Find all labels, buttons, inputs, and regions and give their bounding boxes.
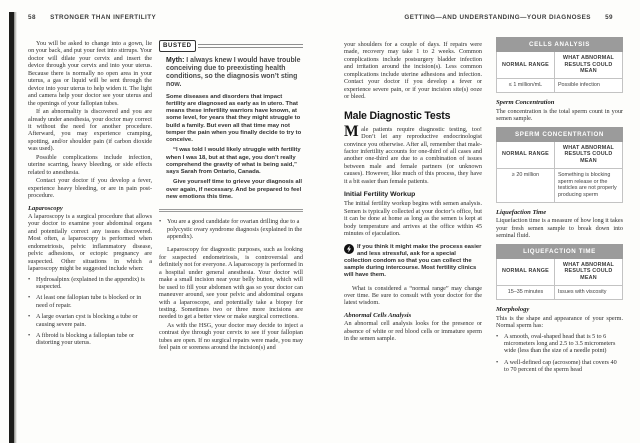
paragraph: your shoulders for a couple of days. If repairs were made, recovery may take 1 to 2 weeks. Common complications include postsurgery bladder infection and irritation around the incision(s). Less common complications include uterine adhesions and infection. Contact your doctor if you develop a fever or experience severe pain, or if your incision site(s) ooze or bleed. (344, 41, 482, 101)
table-cell: 15–35 minutes (497, 285, 555, 300)
busted-header (159, 40, 303, 52)
paragraph: The concentration is the total sperm count in your semen sample. (496, 107, 623, 123)
list-item-text: A large ovarian cyst is blocking a tube or causing severe pain. (36, 313, 138, 328)
table-cell: Something is blocking sperm release or the testicles are not properly producing sperm (554, 168, 622, 202)
bullet-marker: • (496, 332, 499, 340)
liquefaction-time-table (496, 244, 623, 300)
paragraph: Laparoscopy for diagnostic purposes, such as looking for suspected endometriosis, is controversial and definitely not for everyone. A laparoscopy is performed in a hospital under general anesthesia. Your doctor will make a small incision near your belly button, which will be used to fill your abdomen with gas so your doctor can maneuver around, see your pelvic and abdominal organs with a laparoscope, and potentially take a biopsy for testing. Sometimes two or three more incisions are needed to get a better view or make surgical corrections. (159, 246, 303, 321)
list-item (28, 313, 152, 328)
paragraph: The initial fertility workup begins with semen analysis. Semen is typically collected at your doctor’s office, but it can be done at home as long as the semen is kept at body temperature and arrives at the office within 45 minutes of ejaculation. (344, 200, 482, 238)
tip-callout (344, 244, 482, 280)
table-cell: Issues with viscosity (554, 285, 622, 300)
paragraph: You will be asked to change into a gown, lie on your back, and put your feet into stirrups. Your doctor will dilate your cervix and insert the device through your cervix and into your uterus. Because there is normally no open area in your uterus, a gas or liquid will be sent through the device into your uterus to help widen it. The light and camera help your doctor see your uterus and the openings of your fallopian tubes. (28, 40, 152, 107)
column-header: NORMAL RANGE (497, 258, 555, 285)
paragraph: Liquefaction time is a measure of how long it takes your fresh semen sample to break down into seminal fluid. (496, 217, 623, 240)
bullet-list (496, 333, 623, 374)
table-title: CELLS ANALYSIS (497, 38, 623, 52)
column-header: WHAT ABNORMAL RESULTS COULD MEAN (554, 258, 622, 285)
bullet-marker: • (28, 313, 31, 321)
paragraph: This is the shape and appearance of your sperm. Normal sperm has: (496, 314, 623, 330)
paragraph: What is considered a “normal range” may change over time. Be sure to consult with your doctor for the latest wisdom. (344, 284, 482, 307)
paragraph: Give yourself time to grieve your diagnosis all over again, if necessary. And be prepared to feel new emotions this time. (166, 179, 302, 200)
busted-body (159, 57, 303, 202)
list-item (496, 359, 623, 374)
bullet-marker: • (159, 218, 162, 226)
left-running-head (28, 14, 156, 21)
bullet-marker: • (28, 332, 31, 340)
paragraph: Some diseases and disorders that impact fertility are diagnosed as early as in utero. That means these infertility warriors have known, at some level, for years that they might struggle to build a family. But even all that time may not temper the pain when you finally decide to try to conceive. (166, 93, 302, 144)
table-row (497, 285, 623, 300)
dropcap-paragraph (344, 122, 482, 186)
right-page-number: 59 (605, 14, 613, 21)
list-item-text: A smooth, oval-shaped head that is 5 to 6 micrometers long and 2.5 to 3.5 micrometers wide (less than the size of a needle point) (504, 332, 616, 355)
table-cell: ≥ 20 million (497, 168, 555, 202)
list-item-text: Hydrosalpinx (explained in the appendix) is suspected. (36, 275, 145, 291)
right-page-column-2 (496, 37, 623, 378)
paragraph-text: ale patients require diagnostic testing, too! Don’t let any reproductive endocrinologist convince you otherwise. After all, remember that male-factor infertility accounts for one-third of all cases and another one-third are due to a combination of issues between male and female partners (or unknown causes). However, like much of this process, they have it a bit easier than female patients. (344, 125, 482, 185)
list-item-text: At least one fallopian tube is blocked or in need of repair. (36, 294, 142, 309)
paragraph: Possible complications include infection, uterine scarring, heavy bleeding, or side effects related to anesthesia. (28, 153, 152, 176)
subheading-liquefaction-time: Liquefaction Time (496, 208, 547, 216)
right-running-title: GETTING—AND UNDERSTANDING—YOUR DIAGNOSES (404, 14, 591, 21)
left-page-column-1 (28, 40, 152, 351)
list-item (28, 276, 152, 291)
table-row (497, 78, 623, 93)
sperm-concentration-table (496, 127, 623, 203)
paragraph: As with the HSG, your doctor may decide to inject a contrast dye through your cervix to see if your fallopian tubes are open. If no surgical repairs were made, you may feel pain or soreness around the incision(s) and (159, 321, 303, 352)
subheading-sperm-concentration: Sperm Concentration (496, 99, 555, 107)
cells-analysis-table (496, 37, 623, 93)
page-binding-shadow (9, 12, 14, 443)
table-title: LIQUEFACTION TIME (497, 244, 623, 258)
subheading-laparoscopy: Laparoscopy (28, 204, 63, 212)
list-item (159, 218, 303, 240)
busted-label: BUSTED (159, 40, 196, 52)
bullet-marker: • (496, 358, 499, 366)
myth-lead: Myth: (166, 56, 185, 64)
myth-text: I always knew I would have trouble conceiving due to preexisting health conditions, so the diagnosis won’t sting now. (166, 56, 301, 89)
bullet-list (28, 276, 152, 347)
list-item-text: A fibroid is blocking a fallopian tube or distorting your uterus. (36, 332, 135, 347)
section-heading-male-diagnostic-tests: Male Diagnostic Tests (344, 109, 451, 122)
list-item-text: You are a good candidate for ovarian drilling due to a polycystic ovary syndrome diagnosis (explained in the appendix). (167, 218, 303, 240)
paragraph: A laparoscopy is a surgical procedure that allows your doctor to examine your abdominal organs and potentially correct any issues discovered. Most often, a laparoscopy is performed when endometriosis, pelvic inflammatory disease, pelvic adhesions, or ectopic pregnancy are suspected. Other situations in which a laparoscopy might be suggested include when: (28, 213, 152, 273)
subheading-abnormal-cells-analysis: Abnormal Cells Analysis (344, 311, 412, 319)
list-item-text: A well-defined cap (acrosome) that covers 40 to 70 percent of the sperm head (504, 358, 617, 374)
list-item (496, 333, 623, 355)
double-rule (198, 44, 303, 49)
tip-text: If you think it might make the process easier and less stressful, ask for a special collection condom so that you can collect the sample during intercourse. Most fertility clinics will have them. (344, 243, 482, 279)
quote-paragraph: “I was told I would likely struggle with fertility when I was 18, but at that age, you don’t really comprehend the gravity of what is being said,” says Sarah from Ontario, Canada. (166, 147, 301, 176)
paragraph: Contact your doctor if you develop a fever, experience heavy bleeding, or are in pain post-procedure. (28, 177, 152, 200)
list-item (28, 332, 152, 347)
right-running-head (404, 14, 613, 21)
table-row (497, 168, 623, 202)
paragraph: If an abnormality is discovered and you are already under anesthesia, your doctor may correct it without the need for another procedure. Afterward, you may experience cramping, spotting, and/or shoulder pain (if carbon dioxide was used). (28, 108, 152, 153)
right-page-column-1 (344, 41, 482, 344)
table-cell: Possible infection (554, 78, 622, 93)
busted-myth-sidebar (159, 40, 303, 212)
drop-cap: M (344, 122, 359, 140)
column-header: NORMAL RANGE (497, 52, 555, 79)
left-page-number: 58 (28, 14, 36, 21)
left-page-column-2 (159, 40, 303, 353)
lightning-bolt-icon (344, 244, 354, 254)
bullet-marker: • (28, 294, 31, 302)
bullet-marker: • (28, 275, 31, 283)
myth-statement (166, 57, 303, 90)
table-cell: ≤ 1 million/mL (497, 78, 555, 93)
paragraph: An abnormal cell analysis looks for the presence or absence of white or red blood cells or immature sperm in the semen sample. (344, 320, 482, 343)
list-item (28, 294, 152, 309)
table-title: SPERM CONCENTRATION (497, 127, 623, 141)
subheading-morphology: Morphology (496, 306, 530, 314)
left-running-title: STRONGER THAN INFERTILITY (50, 14, 157, 21)
column-header: WHAT ABNORMAL RESULTS COULD MEAN (554, 141, 622, 168)
subheading-initial-fertility-workup: Initial Fertility Workup (344, 191, 416, 199)
column-header: NORMAL RANGE (497, 141, 555, 168)
column-header: WHAT ABNORMAL RESULTS COULD MEAN (554, 52, 622, 79)
